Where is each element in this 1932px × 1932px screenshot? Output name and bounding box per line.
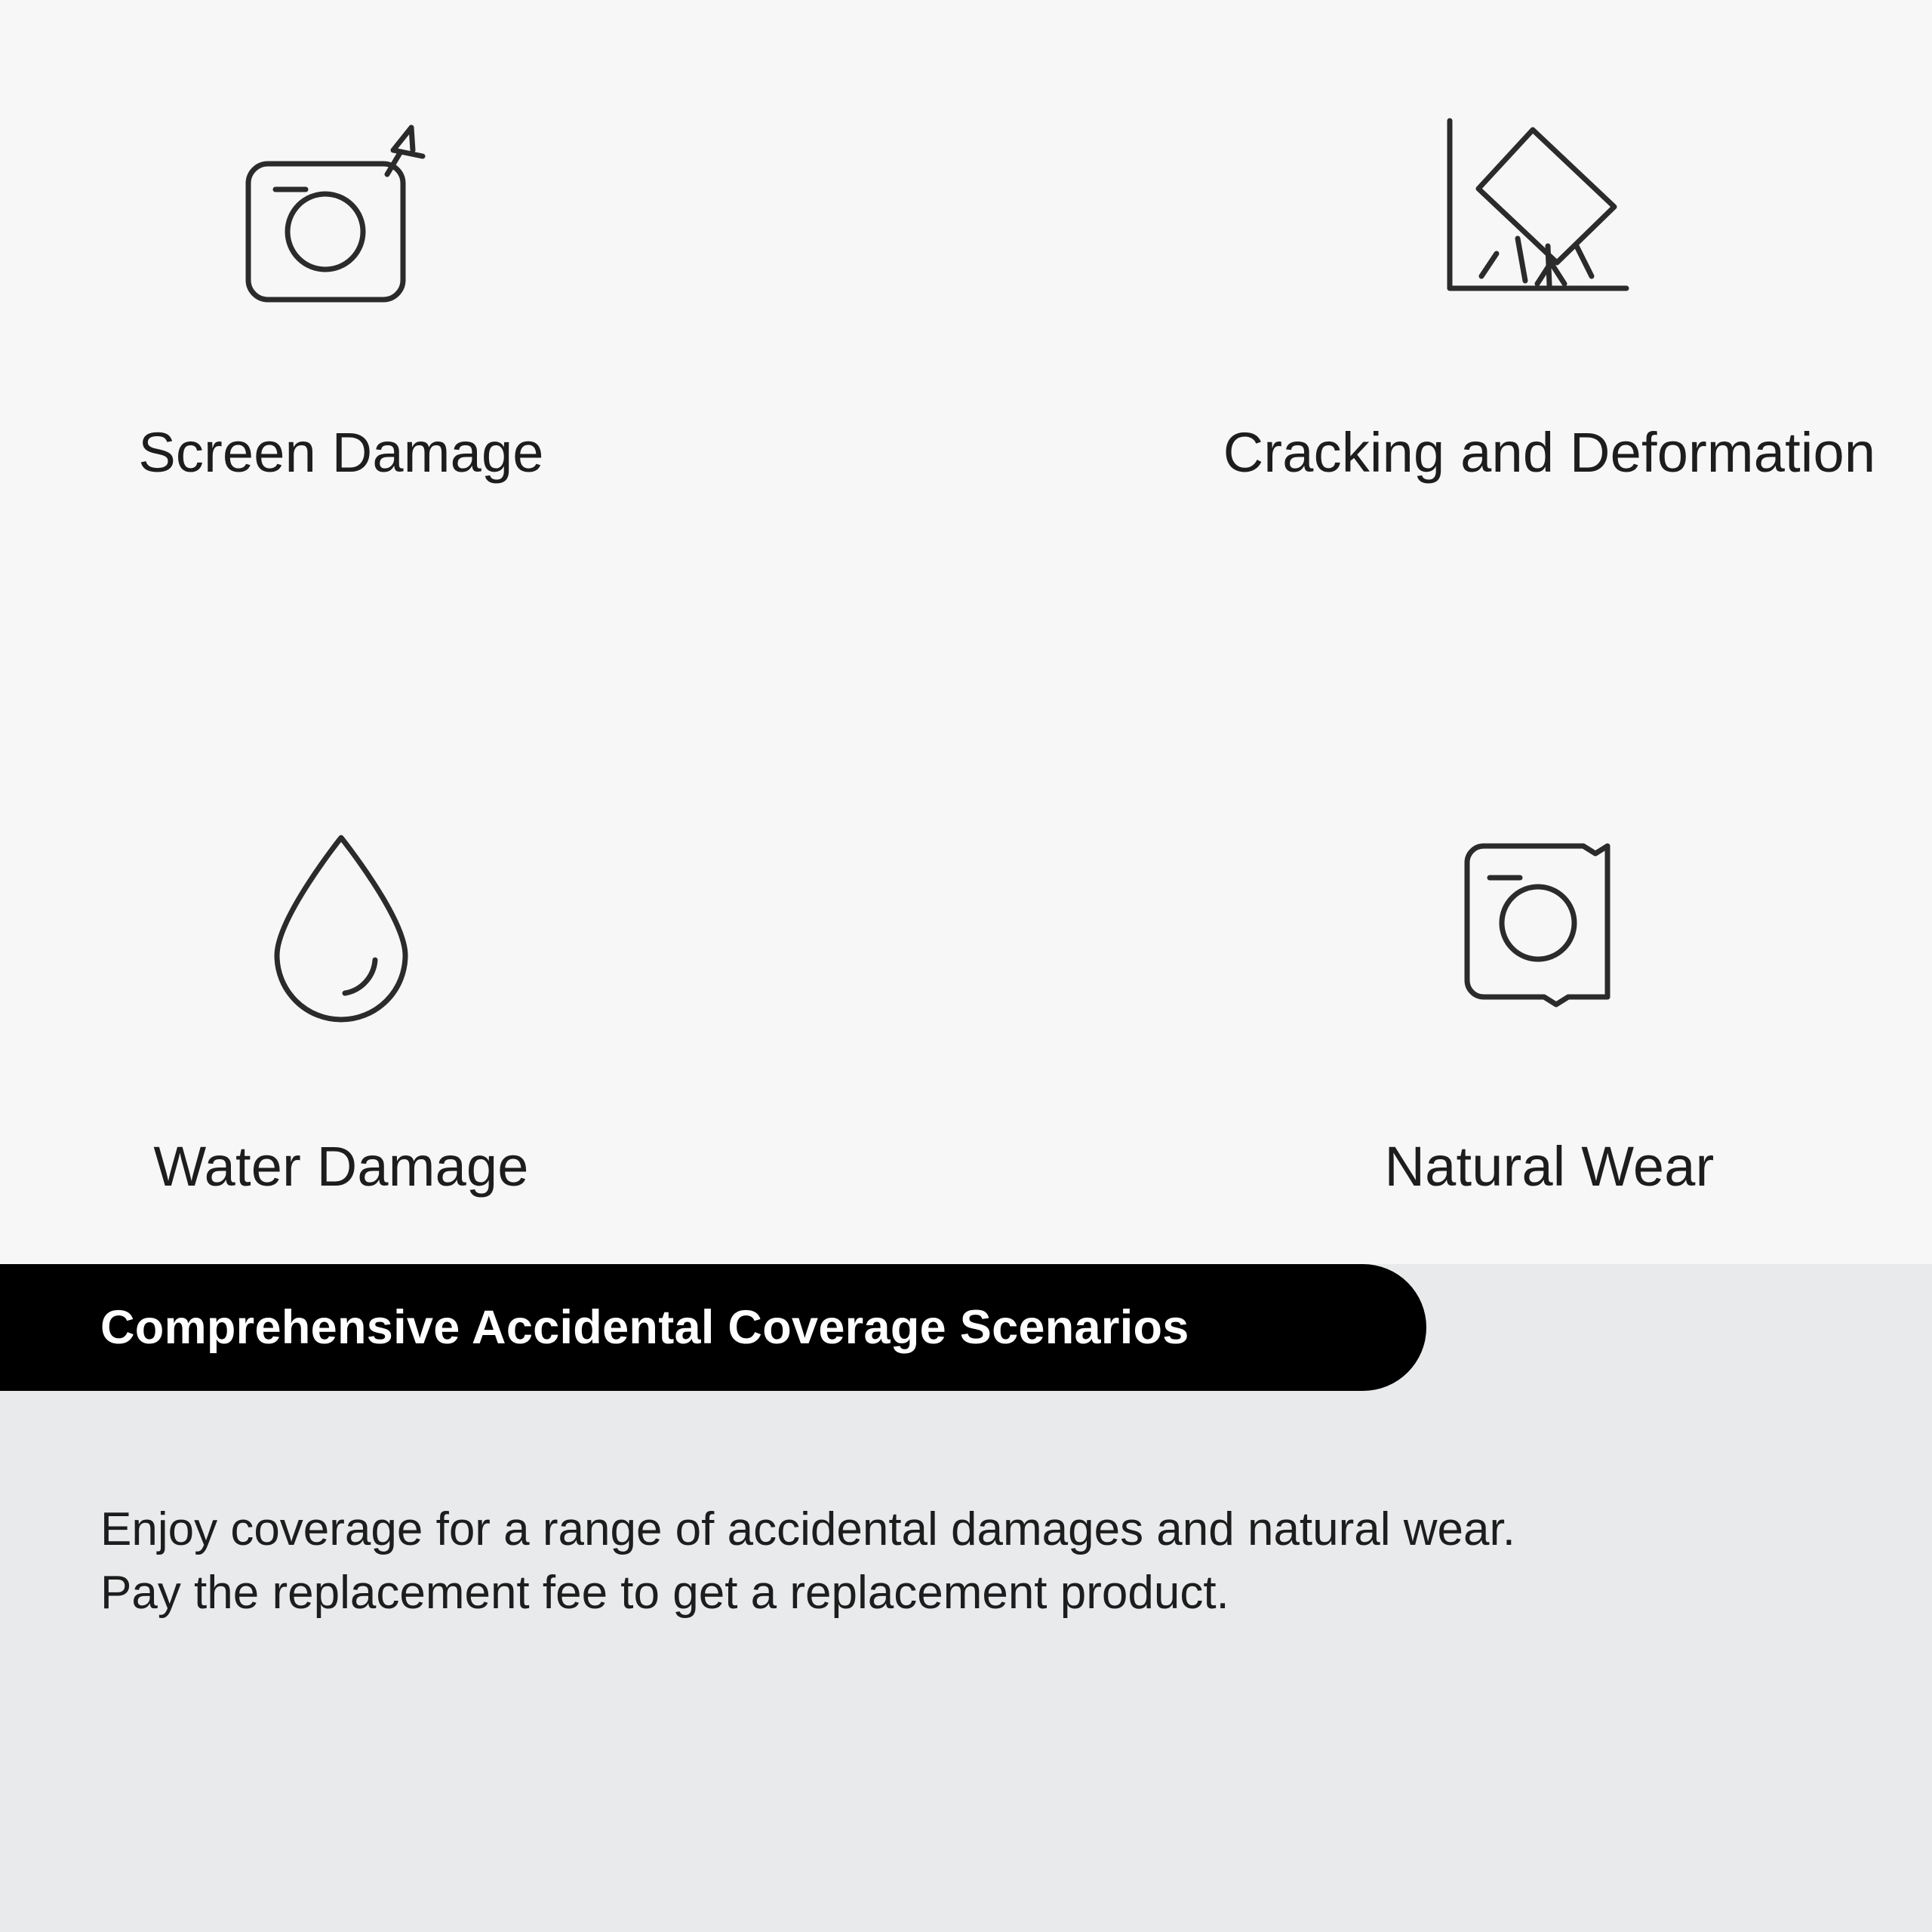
feature-label: Water Damage [153, 1134, 529, 1198]
feature-item-natural-wear [1066, 684, 1932, 1316]
worn-device-icon [1455, 801, 1644, 1050]
feature-label: Cracking and Deformation [1223, 421, 1876, 485]
falling-device-impact-icon [1436, 87, 1663, 336]
cracked-screen-icon [239, 87, 443, 336]
feature-item-water-damage [0, 684, 824, 1316]
feature-item-cracking-deformation [1066, 0, 1932, 602]
coverage-summary-panel [0, 1264, 1932, 1932]
description-text [100, 1498, 1836, 1626]
banner-title: Comprehensive Accidental Coverage Scenarios [100, 1301, 1189, 1354]
water-drop-icon [254, 801, 428, 1050]
banner-ribbon [0, 1264, 1426, 1391]
feature-label: Screen Damage [138, 421, 544, 485]
description-line-2: Pay the replacement fee to get a replacement product. [100, 1567, 1229, 1620]
feature-item-screen-damage [0, 0, 824, 602]
description-line-1: Enjoy coverage for a range of accidental damages and natural wear. [100, 1503, 1515, 1555]
feature-label: Natural Wear [1384, 1134, 1715, 1198]
